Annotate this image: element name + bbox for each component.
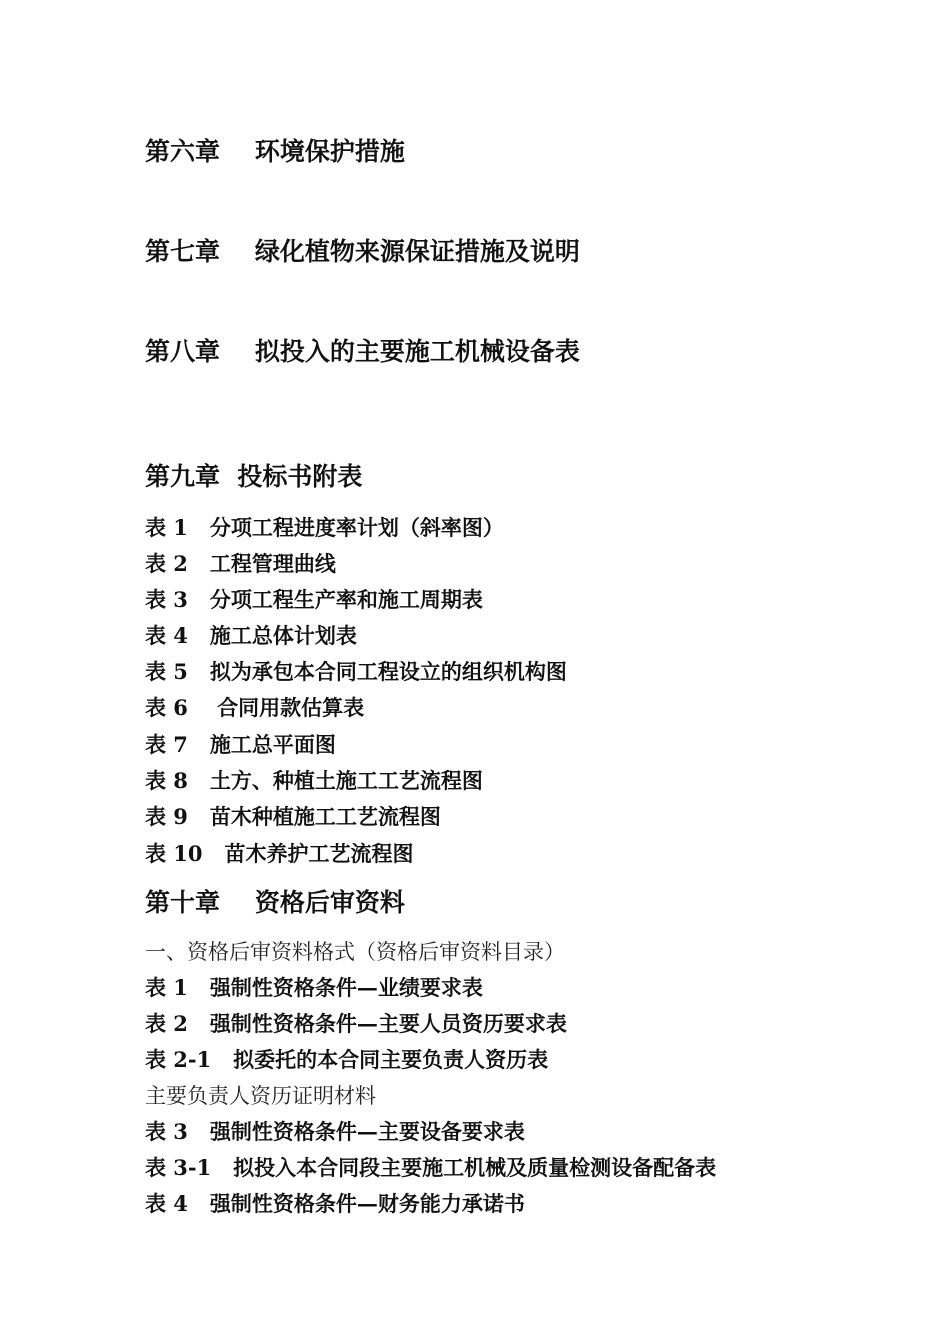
list-item: 表 8 土方、种植土施工工艺流程图 [145,768,483,793]
chapter-6-heading: 第六章 环境保护措施 [145,137,405,166]
list-item: 表 6 合同用款估算表 [145,695,365,720]
list-item: 表 3 强制性资格条件—主要设备要求表 [145,1119,525,1144]
list-item: 表 10 苗木养护工艺流程图 [145,841,414,866]
chapter-8-heading: 第八章 拟投入的主要施工机械设备表 [145,337,580,366]
list-item: 一、资格后审资料格式（资格后审资料目录） [145,940,565,964]
list-item: 表 2-1 拟委托的本合同主要负责人资历表 [145,1047,549,1072]
list-item: 表 4 强制性资格条件—财务能力承诺书 [145,1191,525,1216]
list-item: 表 3-1 拟投入本合同段主要施工机械及质量检测设备配备表 [145,1155,717,1180]
list-item: 表 2 工程管理曲线 [145,551,336,576]
list-item: 表 2 强制性资格条件—主要人员资历要求表 [145,1011,567,1036]
list-item: 表 7 施工总平面图 [145,732,336,757]
list-item: 主要负责人资历证明材料 [145,1084,376,1108]
list-item: 表 4 施工总体计划表 [145,623,357,648]
list-item: 表 9 苗木种植施工工艺流程图 [145,804,441,829]
chapter-7-heading: 第七章 绿化植物来源保证措施及说明 [145,237,580,266]
chapter-9-heading: 第九章 投标书附表 [145,462,363,491]
chapter-10-heading: 第十章 资格后审资料 [145,888,405,917]
list-item: 表 3 分项工程生产率和施工周期表 [145,587,483,612]
list-item: 表 1 分项工程进度率计划（斜率图） [145,515,504,540]
list-item: 表 5 拟为承包本合同工程设立的组织机构图 [145,659,567,684]
list-item: 表 1 强制性资格条件—业绩要求表 [145,975,483,1000]
